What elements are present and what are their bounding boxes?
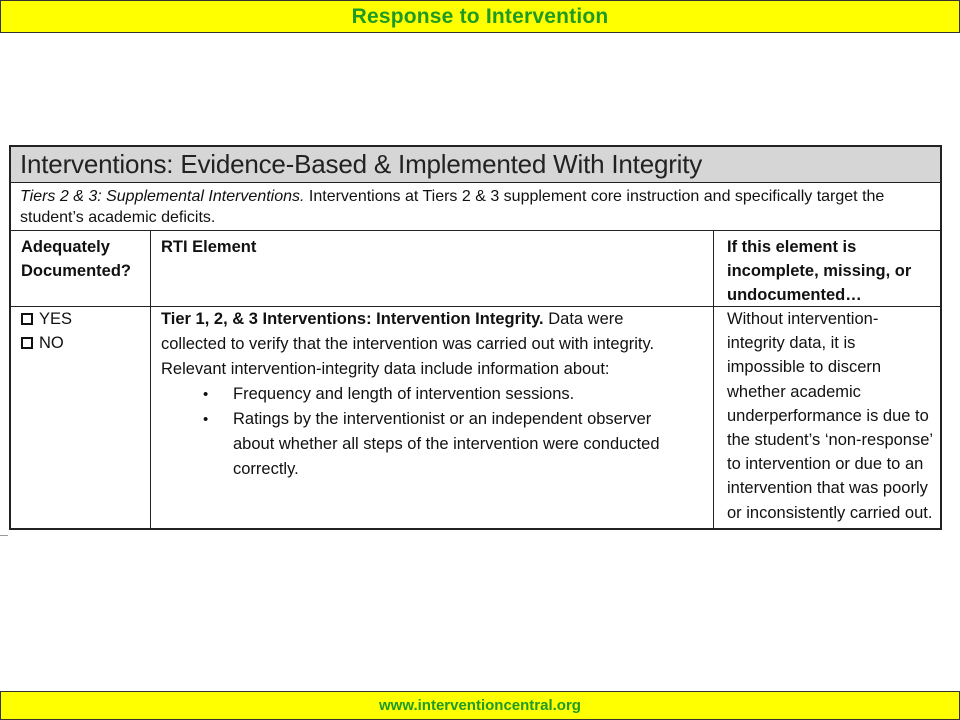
table-heading: Interventions: Evidence-Based & Implemented With Integrity bbox=[20, 149, 703, 179]
consequence-line: underperformance is due to bbox=[727, 406, 929, 425]
rti-document-table bbox=[9, 145, 942, 530]
consequence-line: intervention that was poorly bbox=[727, 479, 928, 498]
option-yes-label: YES bbox=[39, 310, 73, 328]
consequence-line: to intervention or due to an bbox=[727, 455, 924, 474]
column-header-line: incomplete, missing, or bbox=[727, 262, 912, 280]
option-no-label: NO bbox=[39, 334, 64, 352]
consequence-line: impossible to discern bbox=[727, 358, 882, 377]
column-header-line: undocumented… bbox=[727, 286, 862, 304]
column-header-element: RTI Element bbox=[161, 238, 257, 256]
bullet-line: correctly. bbox=[233, 460, 299, 478]
column-header-documented bbox=[21, 235, 149, 283]
column-divider bbox=[713, 231, 714, 528]
table-subheading bbox=[11, 183, 940, 231]
checkbox-icon[interactable] bbox=[21, 313, 33, 325]
subheading-text: Interventions at Tiers 2 & 3 supplement core instruction and specifically target the student’s academic deficits. bbox=[20, 188, 885, 226]
checkbox-icon[interactable] bbox=[21, 337, 33, 349]
option-yes[interactable] bbox=[21, 307, 149, 331]
table-heading-row bbox=[11, 147, 940, 183]
footer-bar bbox=[0, 691, 960, 720]
option-no[interactable] bbox=[21, 331, 149, 355]
column-header-line: Adequately bbox=[21, 238, 110, 256]
subheading-italic: Tiers 2 & 3: Supplemental Interventions. bbox=[20, 188, 305, 205]
consequence-line: or inconsistently carried out. bbox=[727, 503, 933, 522]
column-header-line: Documented? bbox=[21, 262, 132, 280]
missing-consequence-text bbox=[727, 307, 952, 525]
documented-options bbox=[21, 307, 149, 355]
element-lead: Tier 1, 2, & 3 Interventions: Intervention Integrity. bbox=[161, 310, 544, 328]
element-line: Data were bbox=[543, 310, 624, 328]
bullet-line: Ratings by the interventionist or an independent observer bbox=[233, 410, 652, 428]
bullet-line: about whether all steps of the intervention were conducted bbox=[233, 435, 660, 453]
consequence-line: integrity data, it is bbox=[727, 334, 856, 353]
divider bbox=[0, 535, 8, 536]
bullet-icon: • bbox=[203, 411, 209, 428]
element-bullet-list bbox=[203, 382, 711, 482]
bullet-icon: • bbox=[203, 386, 209, 403]
column-header-missing bbox=[727, 235, 937, 307]
footer-url-link[interactable]: www.interventioncentral.org bbox=[379, 697, 581, 714]
title-bar bbox=[0, 0, 960, 33]
element-line: collected to verify that the intervention was carried out with integrity. bbox=[161, 335, 655, 353]
consequence-line: the student’s ‘non-response’ bbox=[727, 431, 934, 450]
list-item bbox=[203, 382, 711, 407]
consequence-line: whether academic bbox=[727, 382, 861, 401]
rti-element-description bbox=[161, 307, 711, 482]
column-divider bbox=[150, 231, 151, 528]
list-item bbox=[203, 407, 711, 482]
consequence-line: Without intervention- bbox=[727, 310, 879, 328]
slide-title: Response to Intervention bbox=[351, 4, 609, 28]
bullet-line: Frequency and length of intervention sessions. bbox=[233, 385, 575, 403]
column-header-line: If this element is bbox=[727, 238, 857, 256]
element-line: Relevant intervention-integrity data include information about: bbox=[161, 360, 610, 378]
